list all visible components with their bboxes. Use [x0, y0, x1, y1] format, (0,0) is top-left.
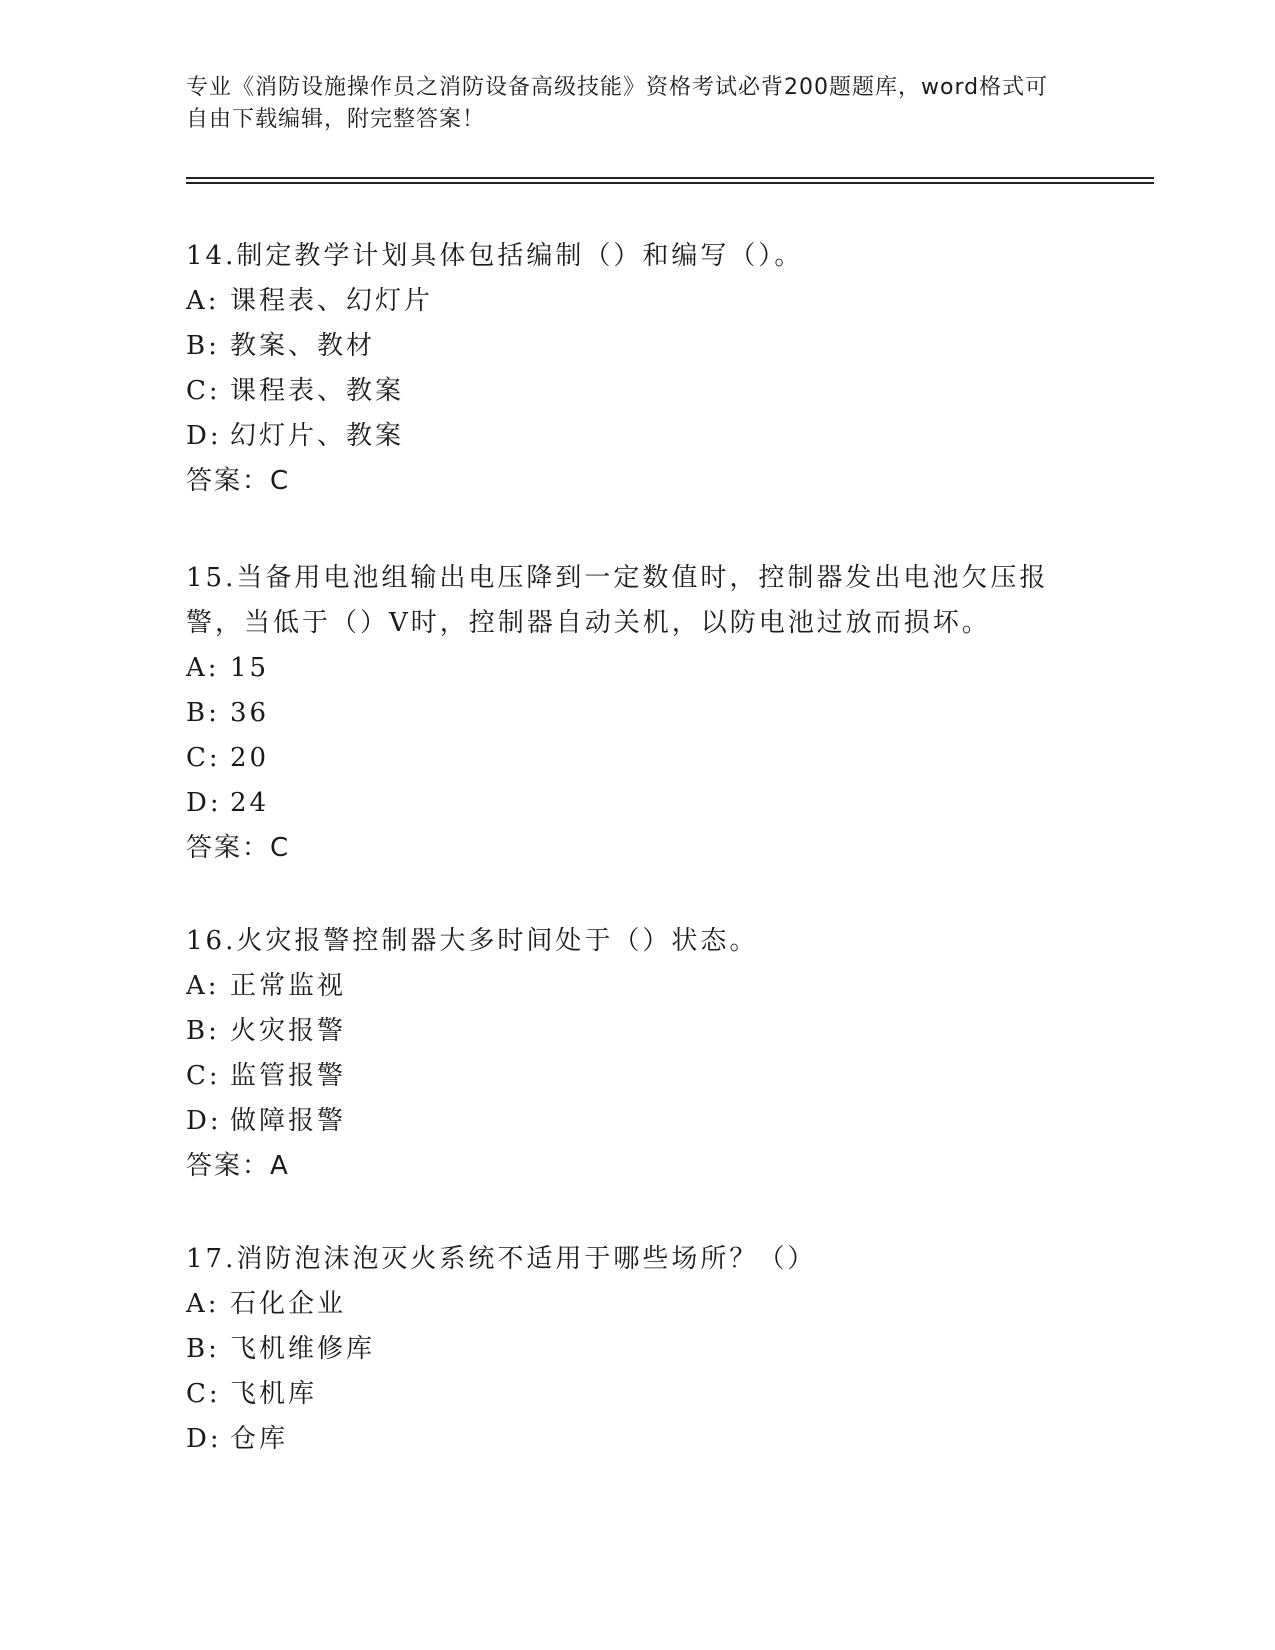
- question-stem: 14.制定教学计划具体包括编制（）和编写（）。: [186, 241, 804, 271]
- option-letter: A:: [186, 1289, 220, 1319]
- option-letter: D:: [186, 788, 222, 818]
- question-16: [186, 919, 1086, 1189]
- option-text: 课程表、教案: [230, 376, 405, 406]
- option-text: 仓库: [230, 1424, 289, 1454]
- question-15: [186, 556, 1086, 871]
- option-b: [186, 1009, 1086, 1054]
- question-stem: 15.当备用电池组输出电压降到一定数值时，控制器发出电池欠压报警，当低于（）V时，控制器自动关机，以防电池过放而损坏。: [186, 563, 1049, 638]
- header-title: 专业《消防设施操作员之消防设备高级技能》资格考试必背200题题库，word格式可自由下载编辑，附完整答案！: [186, 75, 1049, 132]
- header-divider-top: [186, 177, 1154, 179]
- option-d: [186, 1417, 1086, 1462]
- question-17: [186, 1237, 1086, 1462]
- option-a: [186, 279, 1086, 324]
- option-letter: B:: [186, 1334, 220, 1364]
- option-c: [186, 369, 1086, 414]
- option-text: 火灾报警: [230, 1016, 347, 1046]
- option-c: [186, 1054, 1086, 1099]
- option-text: 幻灯片、教案: [230, 421, 405, 451]
- question-stem: 17.消防泡沫泡灭火系统不适用于哪些场所？（）: [186, 1244, 817, 1274]
- option-text: 15: [230, 653, 270, 683]
- document-header: [186, 72, 1066, 136]
- option-text: 石化企业: [230, 1289, 347, 1319]
- option-letter: B:: [186, 1016, 220, 1046]
- option-a: [186, 964, 1086, 1009]
- option-text: 24: [230, 788, 270, 818]
- option-letter: B:: [186, 331, 220, 361]
- option-c: [186, 1372, 1086, 1417]
- option-letter: A:: [186, 653, 220, 683]
- option-text: 飞机维修库: [230, 1334, 376, 1364]
- option-letter: D:: [186, 1424, 222, 1454]
- answer-line: 答案：A: [186, 1151, 290, 1181]
- option-letter: D:: [186, 1106, 222, 1136]
- option-letter: A:: [186, 971, 220, 1001]
- option-d: [186, 414, 1086, 459]
- option-text: 36: [230, 698, 270, 728]
- option-a: [186, 646, 1086, 691]
- option-letter: B:: [186, 698, 220, 728]
- option-letter: C:: [186, 1379, 221, 1409]
- option-text: 监管报警: [230, 1061, 347, 1091]
- answer-line: 答案：C: [186, 833, 291, 863]
- option-text: 20: [230, 743, 270, 773]
- option-a: [186, 1282, 1086, 1327]
- option-letter: C:: [186, 1061, 221, 1091]
- option-c: [186, 736, 1086, 781]
- option-d: [186, 1099, 1086, 1144]
- option-text: 正常监视: [230, 971, 347, 1001]
- option-letter: C:: [186, 743, 221, 773]
- option-b: [186, 691, 1086, 736]
- answer-line: 答案：C: [186, 466, 291, 496]
- header-divider-bottom: [186, 182, 1154, 184]
- question-stem: 16.火灾报警控制器大多时间处于（）状态。: [186, 926, 759, 956]
- option-text: 教案、教材: [230, 331, 376, 361]
- option-b: [186, 324, 1086, 369]
- question-14: [186, 234, 1086, 504]
- option-text: 做障报警: [230, 1106, 347, 1136]
- option-letter: A:: [186, 286, 220, 316]
- option-text: 课程表、幻灯片: [230, 286, 434, 316]
- option-text: 飞机库: [230, 1379, 318, 1409]
- option-b: [186, 1327, 1086, 1372]
- option-letter: C:: [186, 376, 221, 406]
- option-letter: D:: [186, 421, 222, 451]
- option-d: [186, 781, 1086, 826]
